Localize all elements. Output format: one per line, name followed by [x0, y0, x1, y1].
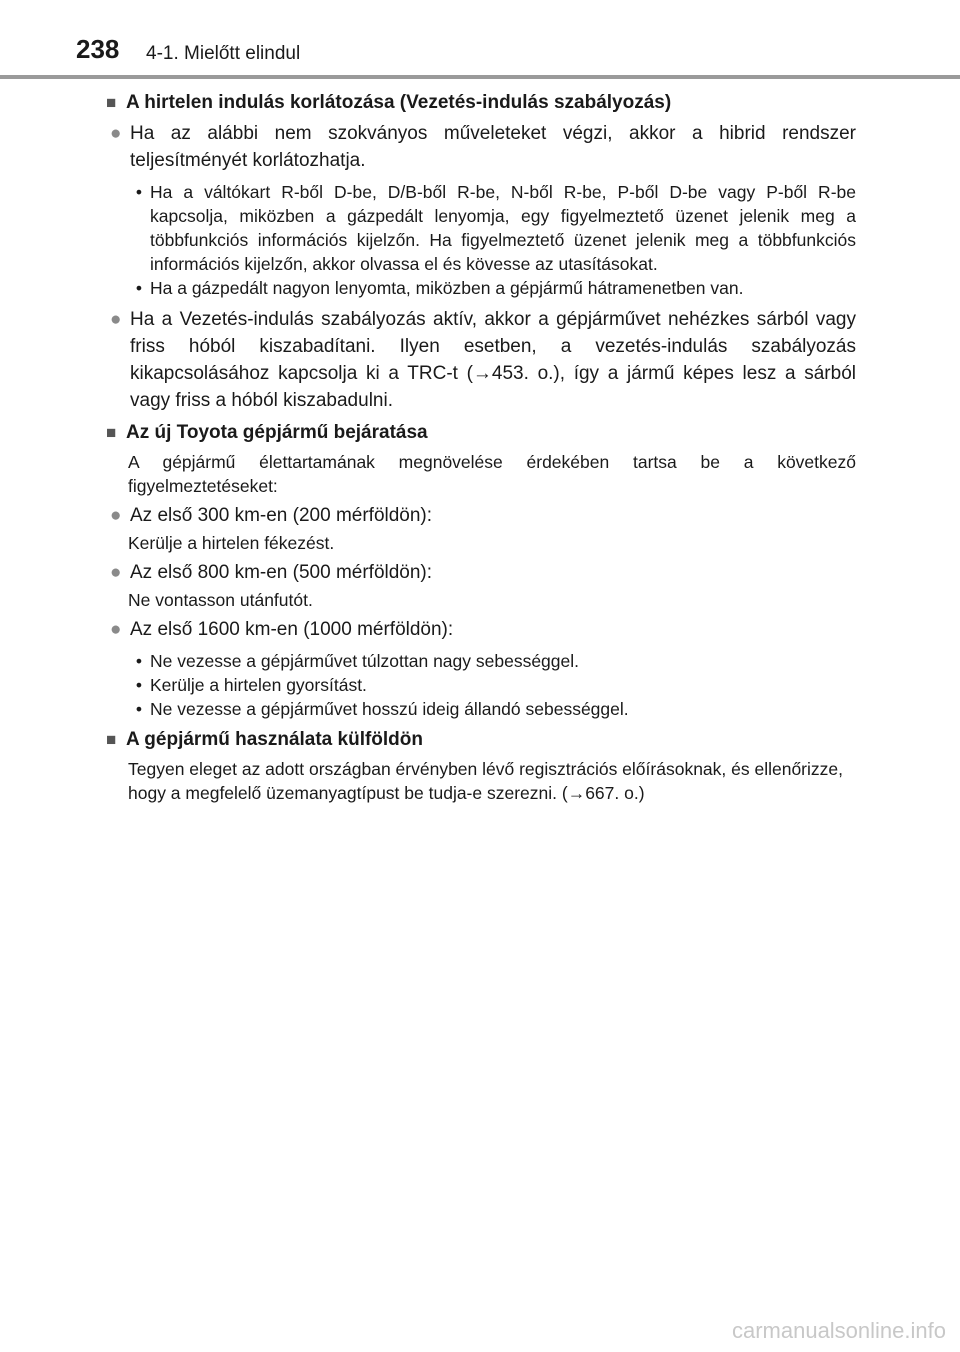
list-item: ● Ha a Vezetés-indulás szabályozás aktív, akkor a gépjárművet nehézkes sárból vagy friss hóból kiszabadítani. Ilyen esetben, a vezetés-indulás szabályozás kikapcsolásához kapcsolja ki a TRC-t (→453. o.), így a jármű képes lesz a sárból vagy friss a hóból kiszabadulni.: [108, 306, 856, 414]
bullet-item: • Ha a gázpedált nagyon lenyomta, miközben a gépjármű hátramenetben van.: [135, 278, 744, 298]
bullet-item: • Kerülje a hirtelen gyorsítást.: [135, 675, 367, 695]
page-number: 238: [76, 34, 120, 64]
section-title: ■ A gépjármű használata külföldön: [108, 727, 856, 753]
circle-bullet-icon: ●: [110, 562, 122, 583]
square-bullet-icon: ■: [106, 423, 117, 442]
page-header: [0, 0, 960, 80]
section-intro: A gépjármű élettartamának megnövelése érdekében tartsa be a következő figyelmeztetéseket:: [128, 452, 856, 496]
section-title: ■ Az új Toyota gépjármű bejáratása: [108, 420, 856, 446]
list-item-text: Ne vontasson utánfutót.: [128, 590, 313, 610]
list-item: ● Az első 800 km-en (500 mérföldön):: [108, 559, 856, 586]
circle-bullet-icon: ●: [110, 123, 122, 144]
circle-bullet-icon: ●: [110, 505, 122, 526]
square-bullet-icon: ■: [106, 730, 117, 749]
bullet-list: [128, 180, 856, 300]
section-text: Tegyen eleget az adott országban érvényben lévő regisztrációs előírásoknak, és ellenőrizze, hogy a megfelelő üzemanyagtípust be tudja-e szerezni. (→667. o.): [128, 759, 843, 803]
bullet-item: • Ha a váltókart R-ből D-be, D/B-ből R-be, N-ből R-be, P-ből D-be vagy P-ből R-be kapcsolja, miközben a gázpedált lenyomja, egy figyelmeztető üzenet jelenik meg a többfunkciós információs kijelzőn. Ha figyelmeztető üzenet jelenik meg a többfunkciós információs kijelzőn, akkor olvassa el és kövesse az utasításokat.: [135, 182, 856, 274]
list-item: ● Az első 1600 km-en (1000 mérföldön):: [108, 616, 856, 643]
bullet-item: • Ne vezesse a gépjárművet hosszú ideig állandó sebességgel.: [135, 699, 629, 719]
chapter-title: 4-1. Mielőtt elindul: [146, 43, 301, 64]
watermark: carmanualsonline.info: [731, 1318, 946, 1343]
bullet-item: • Ne vezesse a gépjárművet túlzottan nagy sebességgel.: [135, 651, 580, 671]
list-item: ● Ha az alábbi nem szokványos műveleteket végzi, akkor a hibrid rendszer teljesítményét korlátozhatja.: [108, 120, 856, 174]
list-item-text: Kerülje a hirtelen fékezést.: [128, 533, 335, 553]
list-item: ● Az első 300 km-en (200 mérföldön):: [108, 502, 856, 529]
circle-bullet-icon: ●: [110, 619, 122, 640]
circle-bullet-icon: ●: [110, 309, 122, 330]
page-content: [108, 90, 856, 809]
bullet-list: [128, 649, 856, 721]
section-title: ■ A hirtelen indulás korlátozása (Vezetés-indulás szabályozás): [108, 90, 856, 116]
square-bullet-icon: ■: [106, 93, 117, 112]
header-divider: [0, 75, 960, 79]
